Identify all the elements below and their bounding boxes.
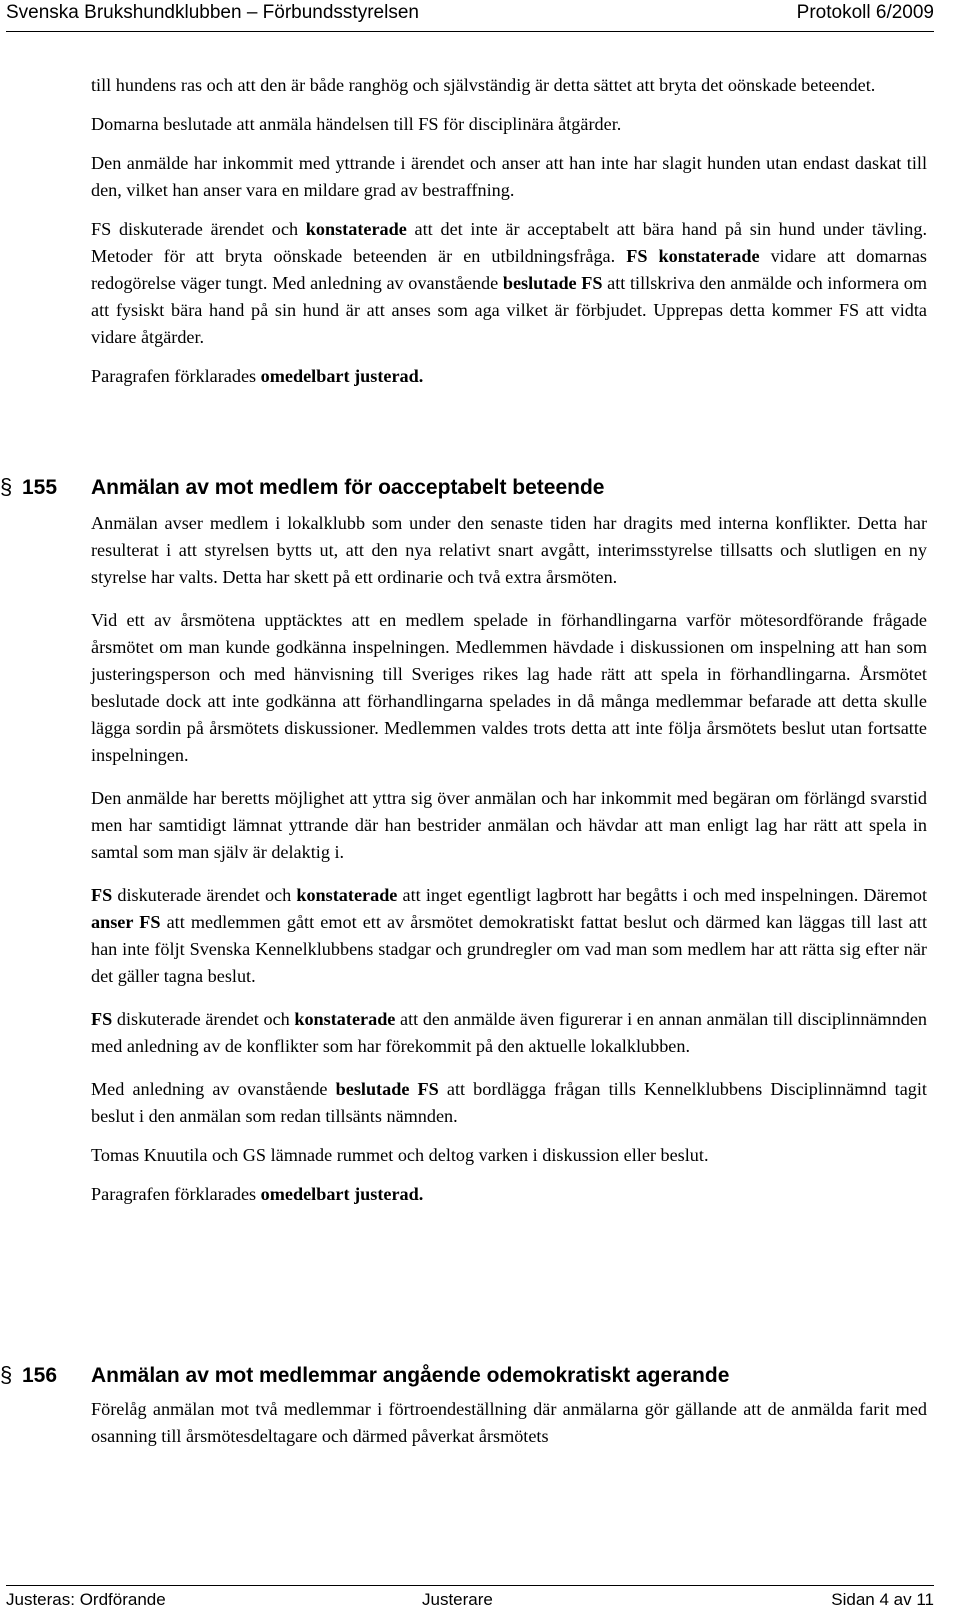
page-header — [0, 0, 960, 26]
block-continuation — [91, 72, 927, 402]
paragraph: till hundens ras och att den är både ranghög och självständig är detta sättet att bryta det oönskade beteendet. — [91, 75, 876, 95]
section-mark: § — [0, 1362, 13, 1387]
header-organization: Svenska Brukshundklubben – Förbundsstyrelsen — [6, 2, 419, 23]
paragraph: Domarna beslutade att anmäla händelsen till FS för disciplinära åtgärder. — [91, 114, 622, 134]
footer-chair-signature: Justeras: Ordförande — [6, 1590, 166, 1609]
paragraph: FS diskuterade ärendet och konstaterade att den anmälde även figurerar i en annan anmälan till disciplinnämnden med anledning av de konflikter som har förekommit på den aktuelle lokalklubben. — [91, 1009, 928, 1056]
section-body-156 — [91, 1396, 927, 1462]
paragraph: Vid ett av årsmötena upptäcktes att en medlem spelade in förhandlingarna varför mötesordförande frågade årsmötet om man kunde godkänna inspelningen. Medlemmen hävdade i diskussionen om inspelning att han som justeringsperson och med hänvisning till Sveriges rikes lag hade rätt att spela in förhandlingarna. Årsmötet beslutade dock att inte godkänna att förhandlingarna spelades in då många medlemmar befarade att detta skulle lägga sordin på årsmötets diskussioner. Medlemmen valdes trots detta att inte följa årsmötets beslut utan fortsatte inspelningen. — [91, 610, 927, 765]
paragraph: Den anmälde har inkommit med yttrande i ärendet och anser att han inte har slagit hunden utan endast daskat till den, vilket han anser vara en mildare grad av bestraffning. — [91, 153, 927, 200]
section-body-155 — [91, 510, 927, 1220]
paragraph: Med anledning av ovanstående beslutade FS att bordlägga frågan tills Kennelklubbens Disciplinnämnd tagit beslut i den anmälan som redan tillsänts nämnden. — [91, 1079, 927, 1126]
paragraph: Paragrafen förklarades omedelbart justerad. — [91, 366, 424, 386]
section-title: Anmälan av mot medlemmar angående odemokratiskt agerande — [91, 1364, 730, 1387]
paragraph: Den anmälde har beretts möjlighet att yttra sig över anmälan och har inkommit med begäran om förlängd svarstid men har samtidigt lämnat yttrande där han bestrider anmälan och hävdar att man enligt lag har rätt att spela in samtal som man själv är delaktig i. — [91, 788, 927, 862]
paragraph: Paragrafen förklarades omedelbart justerad. — [91, 1184, 424, 1204]
header-divider — [6, 31, 934, 32]
footer-page-number: Sidan 4 av 11 — [831, 1590, 934, 1609]
section-mark: § — [0, 474, 13, 499]
paragraph: FS diskuterade ärendet och konstaterade att inget egentligt lagbrott har begåtts i och med inspelningen. Däremot anser FS att medlemmen gått emot ett av årsmötet demokratiskt fattat beslut och därmed kan läggas till last att han inte följt Svenska Kennelklubbens stadgar och grundregler om vad man som medlem har att rätta sig efter när det gäller tagna beslut. — [91, 885, 928, 986]
paragraph: Förelåg anmälan mot två medlemmar i förtroendeställning där anmälarna gör gällande att de anmälda farit med osanning till årsmötesdeltagare och därmed påverkat årsmötets — [91, 1399, 927, 1446]
section-number: 156 — [22, 1364, 58, 1387]
paragraph: FS diskuterade ärendet och konstaterade att det inte är acceptabelt att bära hand på sin hund under tävling. Metoder för att bryta oönskade beteenden är en utbildningsfråga. FS konstaterade vidare att domarnas redogörelse väger tungt. Med anledning av ovanstående beslutade FS att tillskriva den anmälde och informera om att fysiskt bära hand på sin hund är att anses som aga vilket är förbjudet. Upprepas detta kommer FS att vidta vidare åtgärder. — [91, 219, 928, 347]
section-title: Anmälan av mot medlem för oacceptabelt beteende — [91, 476, 605, 499]
paragraph: Anmälan avser medlem i lokalklubb som under den senaste tiden har dragits med interna konflikter. Detta har resulterat i att styrelsen bytts ut, att den nya relativt snart avgått, interimsstyrelse tillsatts och slutligen en ny styrelse har valts. Detta har skett på ett ordinarie och två extra årsmöten. — [91, 513, 927, 587]
header-protocol: Protokoll 6/2009 — [796, 2, 934, 23]
section-number: 155 — [22, 476, 58, 499]
paragraph: Tomas Knuutila och GS lämnade rummet och deltog varken i diskussion eller beslut. — [91, 1145, 709, 1165]
footer-adjuster-signature: Justerare — [422, 1590, 493, 1609]
footer-divider — [6, 1585, 934, 1586]
